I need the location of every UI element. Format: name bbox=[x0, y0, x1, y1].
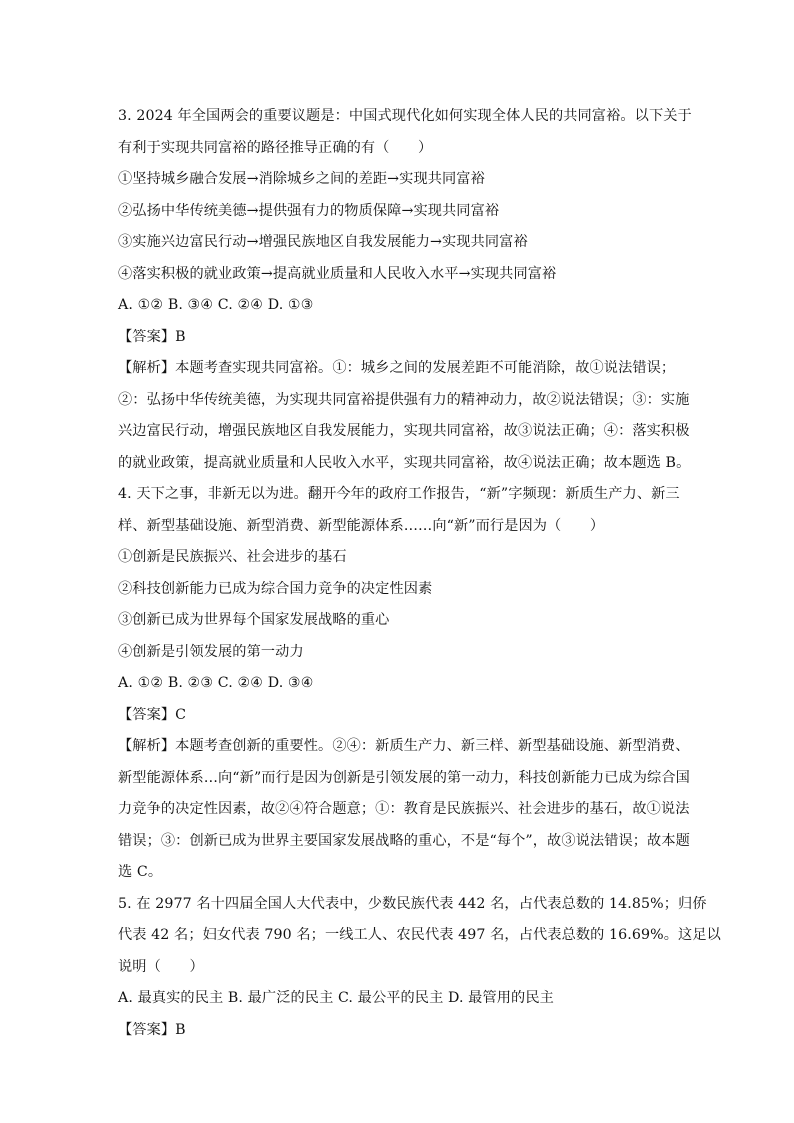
document-content bbox=[118, 101, 721, 1046]
q3-analysis-line-2: ②：弘扬中华传统美德，为实现共同富裕提供强有力的精神动力，故②说法错误；③：实施 bbox=[118, 391, 690, 408]
q4-analysis-line-3: 力竞争的决定性因素，故②④符合题意；①：教育是民族振兴、社会进步的基石，故①说法 bbox=[118, 801, 690, 817]
q4-analysis-line-1: 【解析】本题考查创新的重要性。②④：新质生产力、新三样、新型基础设施、新型消费、 bbox=[118, 738, 690, 754]
q3-stem-line-2: 有利于实现共同富裕的路径推导正确的有（ ） bbox=[118, 139, 433, 156]
q3-analysis-line-1: 【解析】本题考查实现共同富裕。①：城乡之间的发展差距不可能消除，故①说法错误； bbox=[118, 360, 676, 376]
q4-option-1: ①创新是民族振兴、社会进步的基石 bbox=[118, 549, 347, 565]
q4-answer: 【答案】C bbox=[118, 706, 187, 723]
q4-option-3: ③创新已成为世界每个国家发展战略的重心 bbox=[118, 612, 390, 628]
q3-answer: 【答案】B bbox=[118, 328, 186, 345]
q5-stem-line-2: 代表 42 名；妇女代表 790 名；一线工人、农民代表 497 名，占代表总数的 16.69%。这足以 bbox=[118, 927, 721, 943]
q3-analysis-line-3: 兴边富民行动，增强民族地区自我发展能力，实现共同富裕，故③说法正确；④：落实积极 bbox=[118, 423, 690, 439]
q4-option-2: ②科技创新能力已成为综合国力竞争的决定性因素 bbox=[118, 580, 433, 597]
q4-choices: A. ①② B. ②③ C. ②④ D. ③④ bbox=[118, 675, 314, 691]
q3-option-2: ②弘扬中华传统美德→提供强有力的物质保障→实现共同富裕 bbox=[118, 202, 500, 219]
q4-analysis-line-2: 新型能源体系…向“新”而行是因为创新是引领发展的第一动力，科技创新能力已成为综合国 bbox=[118, 769, 690, 786]
q4-analysis-line-4: 错误；③：创新已成为世界主要国家发展战略的重心，不是“每个”，故③说法错误；故本题 bbox=[118, 832, 690, 849]
q3-choices: A. ①② B. ③④ C. ②④ D. ①③ bbox=[118, 297, 314, 313]
q4-option-4: ④创新是引领发展的第一动力 bbox=[118, 643, 304, 660]
q5-answer: 【答案】B bbox=[118, 1021, 186, 1038]
q3-option-1: ①坚持城乡融合发展→消除城乡之间的差距→实现共同富裕 bbox=[118, 171, 485, 187]
q4-stem-line-1: 4. 天下之事，非新无以为进。翻开今年的政府工作报告，“新”字频现：新质生产力、新三 bbox=[118, 486, 680, 502]
q3-analysis-line-4: 的就业政策，提高就业质量和人民收入水平，实现共同富裕，故④说法正确；故本题选 B。 bbox=[118, 454, 691, 471]
q3-option-3: ③实施兴边富民行动→增强民族地区自我发展能力→实现共同富裕 bbox=[118, 234, 528, 250]
q5-stem-line-3: 说明（ ） bbox=[118, 958, 204, 975]
q3-stem-line-1: 3. 2024 年全国两会的重要议题是：中国式现代化如何实现全体人民的共同富裕。以下关于 bbox=[118, 108, 692, 124]
q5-stem-line-1: 5. 在 2977 名十四届全国人大代表中，少数民族代表 442 名，占代表总数的 14.85%；归侨 bbox=[118, 895, 707, 912]
q4-stem-line-2: 样、新型基础设施、新型消费、新型能源体系……向“新”而行是因为（ ） bbox=[118, 517, 605, 534]
q3-option-4: ④落实积极的就业政策→提高就业质量和人民收入水平→实现共同富裕 bbox=[118, 265, 557, 282]
q5-choices: A. 最真实的民主 B. 最广泛的民主 C. 最公平的民主 D. 最管用的民主 bbox=[118, 990, 554, 1006]
q4-analysis-line-5: 选 C。 bbox=[118, 864, 163, 880]
